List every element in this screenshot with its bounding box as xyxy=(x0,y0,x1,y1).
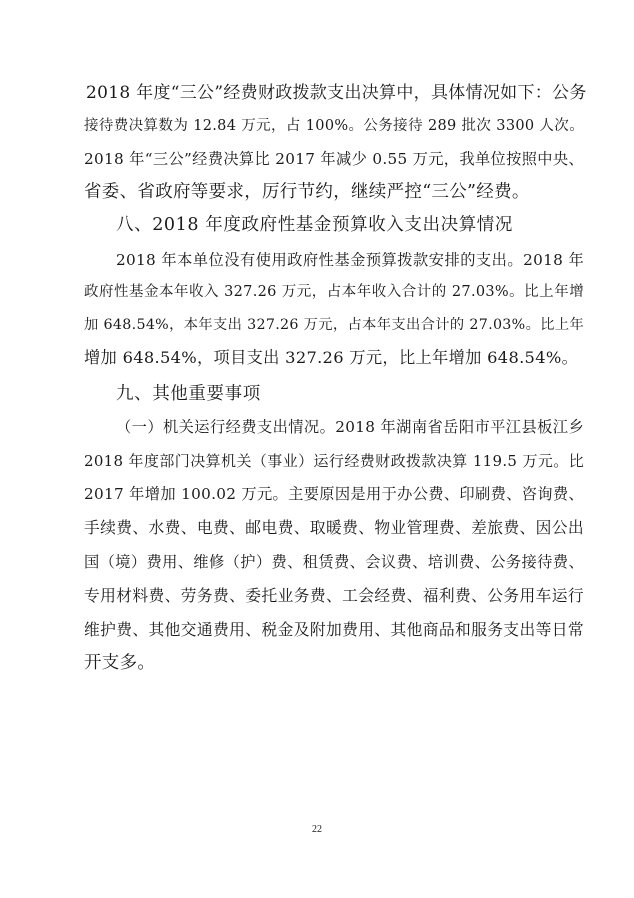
operating-cost-paragraph-line-8: 开支多。 xyxy=(84,653,156,673)
section-9-heading: 九、其他重要事项 xyxy=(116,384,261,404)
operating-cost-paragraph-line-5: 国（境）费用、维修（护）费、租赁费、会议费、培训费、公务接待费、 xyxy=(84,553,584,571)
fund-paragraph-line-4: 增加 648.54%，项目支出 327.26 万元，比上年增加 648.54%。 xyxy=(84,348,579,367)
sangong-paragraph-line-3: 2018 年“三公”经费决算比 2017 年减少 0.55 万元，我单位按照中央、 xyxy=(84,150,584,168)
operating-cost-paragraph-line-7: 维护费、其他交通费用、税金及附加费用、其他商品和服务支出等日常 xyxy=(84,620,584,639)
fund-paragraph-line-2: 政府性基金本年收入 327.26 万元，占本年收入合计的 27.03%。比上年增 xyxy=(84,284,584,300)
sangong-paragraph-line-4: 省委、省政府等要求，厉行节约，继续严控“三公”经费。 xyxy=(84,182,530,202)
operating-cost-paragraph-line-6: 专用材料费、劳务费、委托业务费、工会经费、福利费、公务用车运行 xyxy=(84,586,584,605)
sangong-paragraph-line-2: 接待费决算数为 12.84 万元，占 100%。公务接待 289 批次 3300 人次。 xyxy=(84,118,584,134)
operating-cost-paragraph-line-4: 手续费、水费、电费、邮电费、取暖费、物业管理费、差旅费、因公出 xyxy=(84,518,584,537)
operating-cost-paragraph-line-1: （一）机关运行经费支出情况。2018 年湖南省岳阳市平江县板江乡 xyxy=(116,418,584,436)
fund-paragraph-line-1: 2018 年本单位没有使用政府性基金预算拨款安排的支出。2018 年 xyxy=(116,251,584,269)
sangong-paragraph-line-1: 2018 年度“三公”经费财政拨款支出决算中，具体情况如下：公务 xyxy=(86,83,587,103)
fund-paragraph-line-3: 加 648.54%，本年支出 327.26 万元，占本年支出合计的 27.03%。比上年 xyxy=(84,317,584,333)
page-number: 22 xyxy=(312,824,322,835)
section-8-heading: 八、2018 年度政府性基金预算收入支出决算情况 xyxy=(116,215,513,235)
operating-cost-paragraph-line-2: 2018 年度部门决算机关（事业）运行经费财政拨款决算 119.5 万元。比 xyxy=(84,452,584,470)
operating-cost-paragraph-line-3: 2017 年增加 100.02 万元。主要原因是用于办公费、印刷费、咨询费、 xyxy=(84,485,584,503)
